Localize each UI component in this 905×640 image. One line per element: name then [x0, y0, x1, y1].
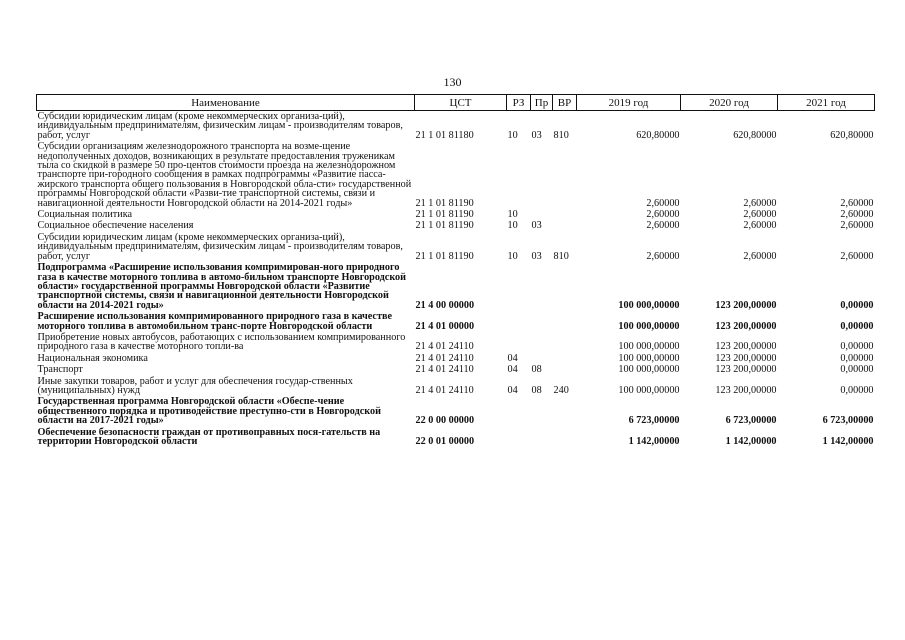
- cell-vr: [553, 353, 577, 364]
- budget-table: [36, 94, 875, 447]
- cell-y2020: 2,60000: [743, 197, 777, 209]
- page-number: 130: [443, 75, 462, 89]
- cell-y2019: 100 000,00000: [618, 299, 680, 311]
- cell-y2020: 2,60000: [743, 209, 777, 221]
- cell-rz: 04: [507, 384, 518, 396]
- table-row: [37, 332, 875, 353]
- cell-rz: [507, 311, 531, 332]
- cell-y2020: 1 142,00000: [725, 436, 777, 447]
- cell-y2021: 6 723,00000: [822, 415, 874, 427]
- cell-y2021: 0,00000: [840, 320, 874, 332]
- cell-rz: 10: [507, 209, 518, 221]
- cell-rz: 04: [507, 364, 518, 376]
- cell-cst: 21 4 01 24110: [415, 341, 474, 353]
- cell-y2019: 2,60000: [646, 250, 680, 262]
- cell-vr: [553, 209, 577, 220]
- cell-y2020: 123 200,00000: [715, 384, 777, 396]
- cell-vr: [553, 311, 577, 332]
- table-row: [37, 353, 875, 364]
- cell-pr: [531, 396, 553, 426]
- header-pr: Пр: [531, 95, 553, 111]
- cell-y2021: 2,60000: [840, 220, 874, 232]
- cell-y2021: 0,00000: [840, 364, 874, 376]
- cell-name: Подпрограмма «Расширение использования компримирован-ного природного газа в качестве моторного топлива в автомо-бильном транспорте Новгородской области» государственной программы Новгородской области «Развитие транспортной системы, связи и навигационной деятельности Новгородской области на 2014-2021 годы»: [37, 262, 407, 311]
- cell-vr: [553, 220, 577, 231]
- cell-y2019: 1 142,00000: [628, 436, 680, 447]
- cell-y2019: 100 000,00000: [618, 384, 680, 396]
- cell-cst: 21 1 01 81180: [415, 129, 474, 141]
- cell-rz: [507, 332, 531, 353]
- header-vr: ВР: [553, 95, 577, 111]
- header-2020: 2020 год: [681, 95, 778, 111]
- cell-y2019: 100 000,00000: [618, 320, 680, 332]
- cell-pr: 03: [531, 250, 542, 262]
- cell-vr: [553, 396, 577, 426]
- cell-y2019: 2,60000: [646, 197, 680, 209]
- cell-y2019: 6 723,00000: [628, 415, 680, 427]
- table-row: [37, 396, 875, 426]
- cell-y2019: 2,60000: [646, 220, 680, 232]
- cell-vr: [553, 364, 577, 375]
- cell-pr: [531, 311, 553, 332]
- cell-y2020: 123 200,00000: [715, 364, 777, 376]
- cell-y2020: 123 200,00000: [715, 352, 777, 364]
- cell-y2020: 2,60000: [743, 250, 777, 262]
- cell-name: Субсидии юридическим лицам (кроме некоммерческих организа-ций), индивидуальным предпринимателям, физическим лицам - производителям товаров, работ, услуг: [37, 231, 403, 262]
- cell-name: Транспорт: [37, 364, 83, 376]
- table-row: [37, 364, 875, 375]
- cell-name: Иные закупки товаров, работ и услуг для обеспечения государ-ственных (муниципальных) нужд: [37, 375, 353, 396]
- cell-name: Расширение использования компримированного природного газа в качестве моторного топлива в автомобильном транс-порте Новгородской области: [37, 311, 392, 332]
- header-2019: 2019 год: [577, 95, 681, 111]
- cell-cst: 21 1 01 81190: [415, 197, 474, 209]
- table-row: [37, 141, 875, 209]
- cell-y2020: 620,80000: [733, 129, 777, 141]
- cell-y2021: 620,80000: [830, 129, 874, 141]
- cell-pr: [531, 427, 553, 448]
- cell-y2021: 2,60000: [840, 250, 874, 262]
- cell-name: Государственная программа Новгородской области «Обеспе-чение общественного порядка и противодействие преступно-сти в Новгородской области на 2017-2021 годы»: [37, 396, 381, 427]
- cell-name: Субсидии юридическим лицам (кроме некоммерческих организа-ций), индивидуальным предпринимателям, физическим лицам - производителям товаров, работ, услуг: [37, 111, 403, 141]
- header-name: Наименование: [37, 95, 415, 111]
- cell-cst: 21 4 01 00000: [415, 320, 475, 332]
- cell-name: Обеспечение безопасности граждан от противоправных пося-гательств на территории Новгородской области: [37, 426, 381, 447]
- cell-pr: 03: [531, 220, 542, 232]
- cell-cst: 21 1 01 81190: [415, 209, 474, 221]
- cell-cst: 22 0 01 00000: [415, 436, 475, 447]
- cell-pr: 03: [531, 129, 542, 141]
- cell-y2021: 0,00000: [840, 352, 874, 364]
- header-2021: 2021 год: [778, 95, 875, 111]
- cell-cst: 21 4 01 24110: [415, 384, 474, 396]
- cell-y2019: 100 000,00000: [618, 341, 680, 353]
- cell-pr: [531, 353, 553, 364]
- cell-y2021: 0,00000: [840, 299, 874, 311]
- cell-vr: [553, 427, 577, 448]
- table-row: [37, 209, 875, 220]
- cell-rz: 10: [507, 250, 518, 262]
- cell-y2020: 6 723,00000: [725, 415, 777, 427]
- cell-vr: [553, 332, 577, 353]
- header-cst: ЦСТ: [415, 95, 507, 111]
- cell-y2019: 620,80000: [636, 129, 680, 141]
- cell-y2021: 2,60000: [840, 209, 874, 221]
- cell-pr: [531, 141, 553, 209]
- cell-name: Социальное обеспечение населения: [37, 220, 194, 232]
- cell-y2020: 2,60000: [743, 220, 777, 232]
- cell-y2019: 2,60000: [646, 209, 680, 221]
- cell-y2020: 123 200,00000: [715, 341, 777, 353]
- cell-name: Приобретение новых автобусов, работающих с использованием компримированного природного газа в качестве моторного топли-ва: [37, 331, 406, 353]
- table-row: [37, 232, 875, 262]
- cell-cst: 21 4 01 24110: [415, 364, 474, 376]
- cell-pr: [531, 332, 553, 353]
- cell-y2020: 123 200,00000: [715, 320, 777, 332]
- cell-y2020: 123 200,00000: [715, 299, 777, 311]
- cell-cst: 21 4 01 24110: [415, 352, 474, 364]
- cell-pr: 08: [531, 384, 542, 396]
- table-row: [37, 262, 875, 311]
- cell-y2021: 0,00000: [840, 341, 874, 353]
- table-header-row: [37, 95, 875, 111]
- cell-y2021: 0,00000: [840, 384, 874, 396]
- cell-name: Субсидии организациям железнодорожного транспорта на возме-щение недополученных доходов, возникающих в результате предоставления труженикам тыла со скидкой в размере 50 про-центов стоимости проезда на железнодорожном транспорте при-городного сообщения в рамках подпрограммы «Развитие пасса-жирского транспорта общего пользования в Новгородской обла-сти» государственной программы Новгородской области «Разви-тие транспортной системы, связи и навигационной деятельности Новгородской области на 2014-2021 годы»: [37, 141, 412, 209]
- table-row: [37, 427, 875, 448]
- cell-cst: 21 1 01 81190: [415, 220, 474, 232]
- cell-vr: 810: [553, 129, 569, 141]
- cell-y2021: 1 142,00000: [822, 436, 874, 447]
- cell-rz: [507, 427, 531, 448]
- cell-name: Национальная экономика: [37, 352, 148, 364]
- cell-cst: 21 1 01 81190: [415, 250, 474, 262]
- cell-vr: 240: [553, 384, 569, 396]
- cell-rz: [507, 396, 531, 426]
- cell-y2019: 100 000,00000: [618, 352, 680, 364]
- table-row: [37, 111, 875, 142]
- cell-rz: [507, 262, 531, 311]
- cell-vr: [553, 141, 577, 209]
- cell-cst: 21 4 00 00000: [415, 299, 475, 311]
- cell-name: Социальная политика: [37, 209, 133, 221]
- cell-pr: [531, 262, 553, 311]
- cell-pr: 08: [531, 364, 542, 376]
- header-rz: РЗ: [507, 95, 531, 111]
- cell-rz: 10: [507, 220, 518, 232]
- cell-rz: 10: [507, 129, 518, 141]
- table-row: [37, 220, 875, 231]
- cell-vr: [553, 262, 577, 311]
- cell-y2019: 100 000,00000: [618, 364, 680, 376]
- cell-vr: 810: [553, 250, 569, 262]
- cell-pr: [531, 209, 553, 220]
- table-row: [37, 376, 875, 397]
- cell-rz: [507, 141, 531, 209]
- cell-y2021: 2,60000: [840, 197, 874, 209]
- cell-cst: 22 0 00 00000: [415, 415, 475, 427]
- table-row: [37, 311, 875, 332]
- cell-rz: 04: [507, 352, 518, 364]
